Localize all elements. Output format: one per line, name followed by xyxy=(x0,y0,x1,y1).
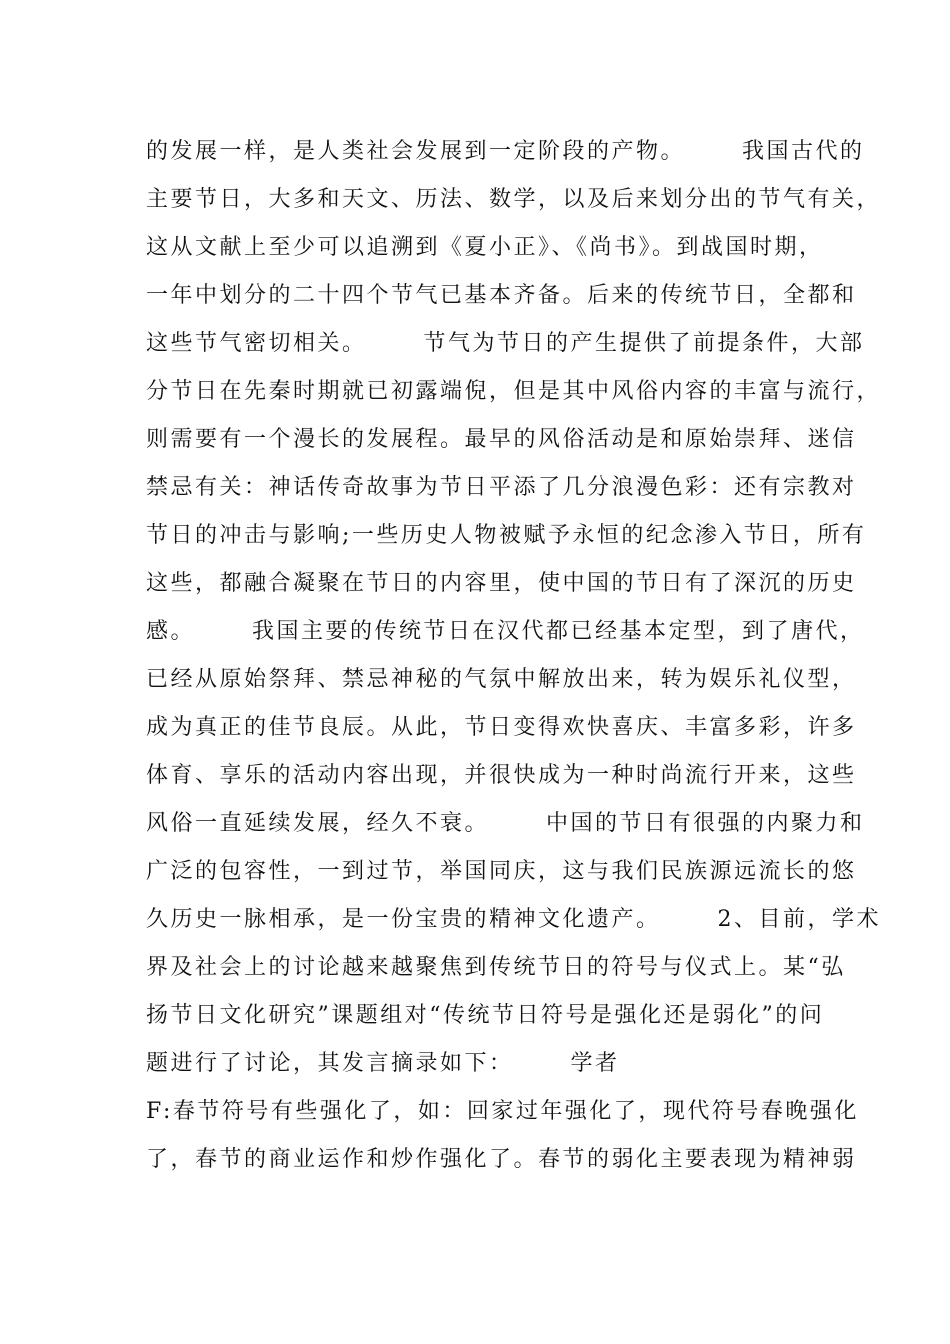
text-line-1: 的发展一样，是人类社会发展到一定阶段的产物。 我国古代的 xyxy=(146,139,865,164)
text-line-11: 感。 我国主要的传统节日在汉代都已经基本定型，到了唐代， xyxy=(146,619,865,644)
text-line-5: 这些节气密切相关。 节气为节日的产生提供了前提条件，大部 xyxy=(146,331,865,356)
text-line-20: 题进行了讨论，其发言摘录如下： 学者 xyxy=(146,1051,620,1076)
text-line-14: 体育、享乐的活动内容出现，并很快成为一种时尚流行开来，这些 xyxy=(146,763,857,788)
text-line-7: 则需要有一个漫长的发展程。最早的风俗活动是和原始崇拜、迷信 xyxy=(146,427,857,452)
text-line-8: 禁忌有关：神话传奇故事为节日平添了几分浪漫色彩：还有宗教对 xyxy=(146,475,857,500)
text-line-9: 节日的冲击与影响;一些历史人物被赋予永恒的纪念渗入节日，所有 xyxy=(146,523,867,548)
text-line-4: 一年中划分的二十四个节气已基本齐备。后来的传统节日，全都和 xyxy=(146,283,857,308)
text-line-15: 风俗一直延续发展，经久不衰。 中国的节日有很强的内聚力和 xyxy=(146,811,865,836)
text-line-12: 已经从原始祭拜、禁忌神秘的气氛中解放出来，转为娱乐礼仪型， xyxy=(146,667,857,692)
text-line-16: 广泛的包容性，一到过节，举国同庆，这与我们民族源远流长的悠 xyxy=(146,859,857,884)
text-line-21: F:春节符号有些强化了，如：回家过年强化了，现代符号春晚强化 xyxy=(146,1099,859,1124)
text-line-3: 这从文献上至少可以追溯到《夏小正》、《尚书》。到战国时期， xyxy=(146,235,824,260)
text-line-10: 这些，都融合凝聚在节日的内容里，使中国的节日有了深沉的历史 xyxy=(146,571,857,596)
text-line-6: 分节日在先秦时期就已初露端倪，但是其中风俗内容的丰富与流行， xyxy=(146,379,882,404)
text-line-18: 界及社会上的讨论越来越聚焦到传统节日的符号与仪式上。某“弘 xyxy=(146,955,846,980)
text-line-22: 了，春节的商业运作和炒作强化了。春节的弱化主要表现为精神弱 xyxy=(146,1147,857,1172)
text-line-17: 久历史一脉相承，是一份宝贵的精神文化遗产。 2、目前，学术 xyxy=(146,907,881,932)
text-line-13: 成为真正的佳节良辰。从此，节日变得欢快喜庆、丰富多彩，许多 xyxy=(146,715,857,740)
text-line-2: 主要节日，大多和天文、历法、数学，以及后来划分出的节气有关， xyxy=(146,187,882,212)
text-line-19: 扬节日文化研究”课题组对“传统节日符号是强化还是弱化”的问 xyxy=(146,1003,825,1028)
body-text xyxy=(146,132,882,1188)
